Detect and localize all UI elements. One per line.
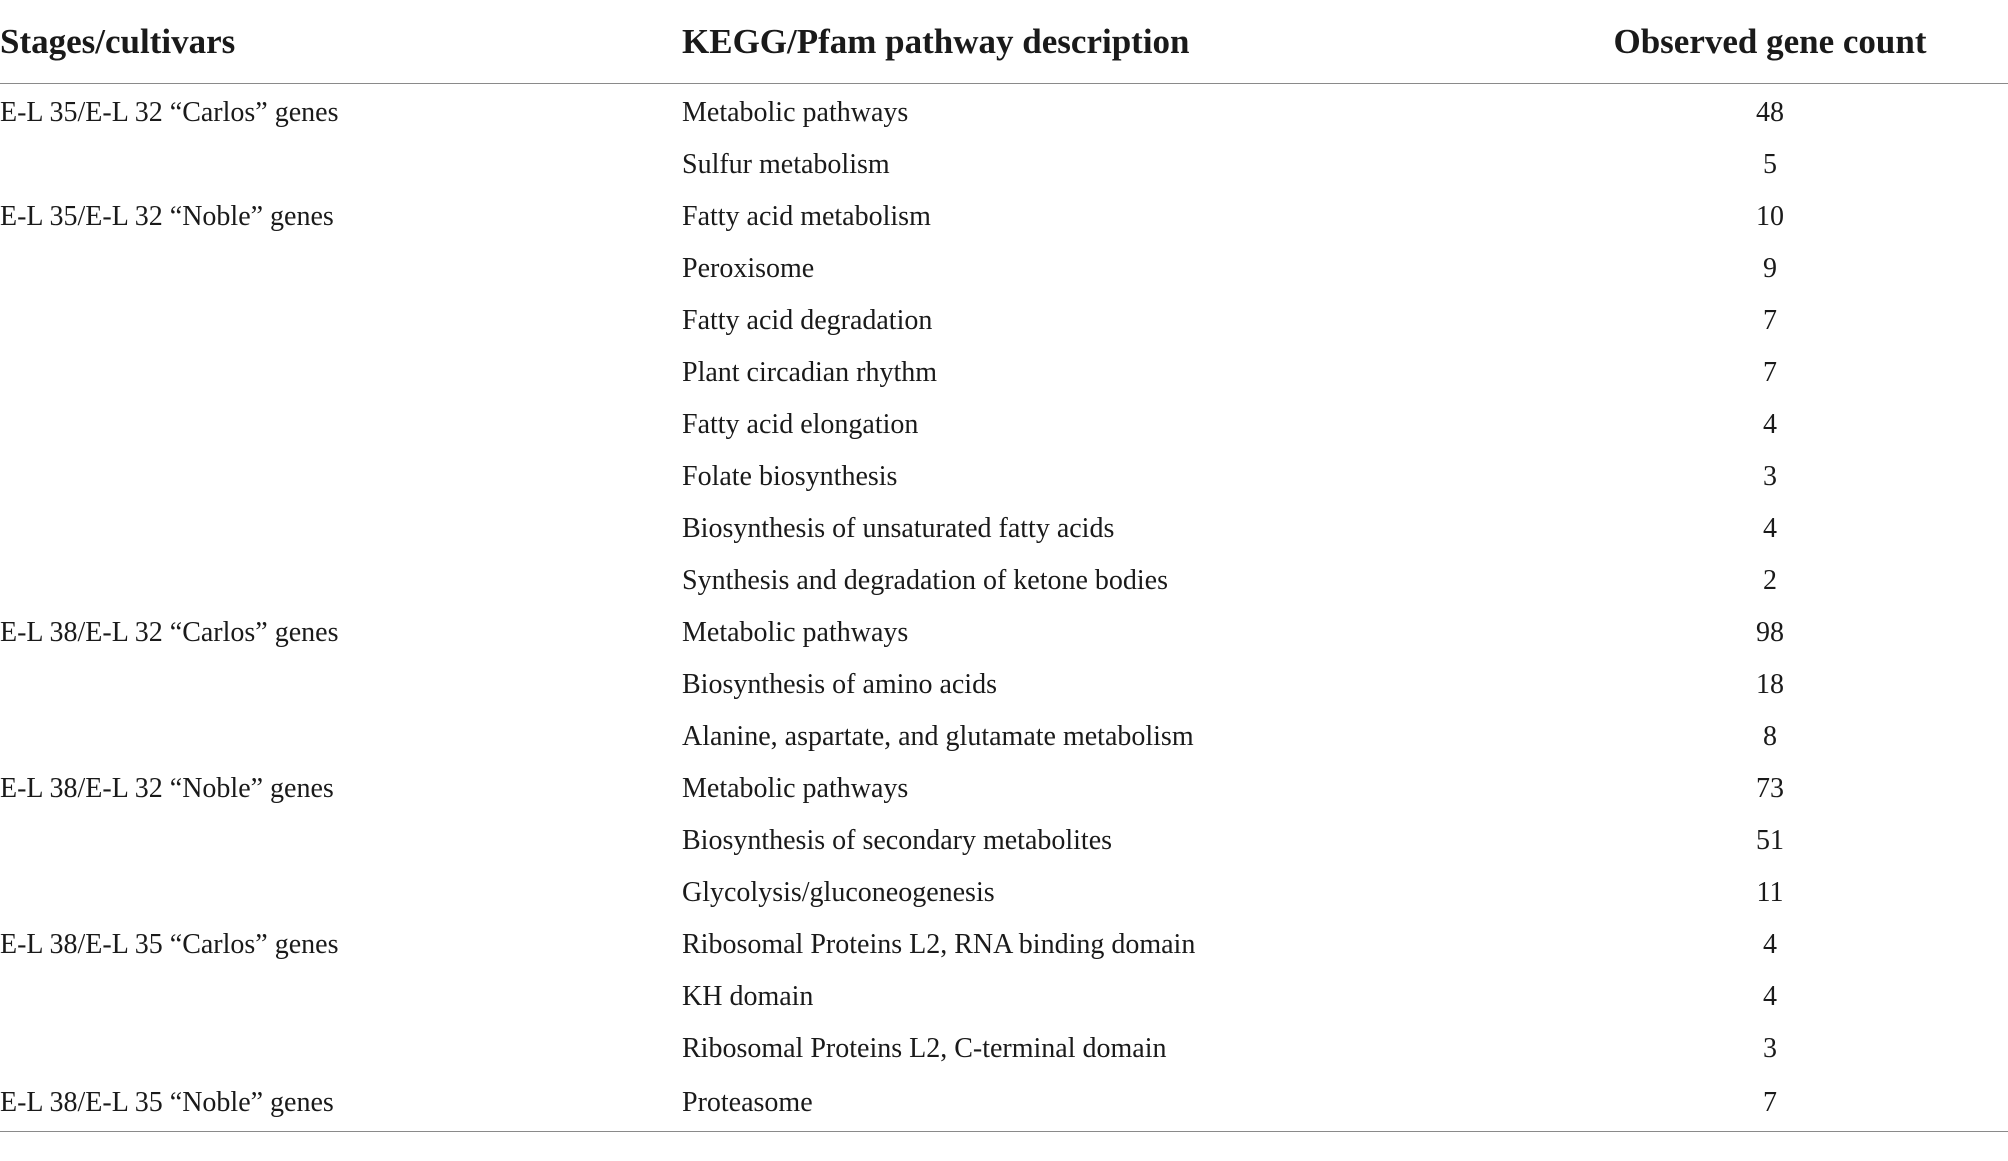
cell-pathway-description: Metabolic pathways <box>682 617 909 648</box>
cell-gene-count: 3 <box>1763 461 1777 492</box>
cell-gene-count: 8 <box>1763 721 1777 752</box>
cell-stage-cultivar: E-L 38/E-L 35 “Carlos” genes <box>0 929 339 960</box>
table-row <box>0 555 2008 607</box>
table-row <box>0 867 2008 919</box>
cell-stage-cultivar <box>0 659 682 711</box>
table-row <box>0 295 2008 347</box>
cell-pathway-description: Metabolic pathways <box>682 773 909 804</box>
table-row <box>0 1075 2008 1132</box>
cell-gene-count: 3 <box>1763 1033 1777 1064</box>
table-row <box>0 503 2008 555</box>
header-row <box>0 0 2008 84</box>
cell-gene-count: 10 <box>1756 201 1784 232</box>
cell-gene-count: 4 <box>1763 929 1777 960</box>
cell-stage-cultivar <box>0 451 682 503</box>
cell-gene-count: 5 <box>1763 149 1777 180</box>
table-row <box>0 139 2008 191</box>
table-row <box>0 659 2008 711</box>
table-row <box>0 347 2008 399</box>
cell-stage-cultivar <box>0 815 682 867</box>
cell-pathway-description: Ribosomal Proteins L2, RNA binding domain <box>682 929 1196 960</box>
cell-gene-count: 9 <box>1763 253 1777 284</box>
cell-gene-count: 98 <box>1756 617 1784 648</box>
cell-gene-count: 73 <box>1756 773 1784 804</box>
table-row <box>0 191 2008 243</box>
cell-stage-cultivar: E-L 35/E-L 32 “Carlos” genes <box>0 97 339 128</box>
cell-gene-count: 48 <box>1756 97 1784 128</box>
table-row <box>0 815 2008 867</box>
cell-pathway-description: Sulfur metabolism <box>682 149 890 180</box>
cell-pathway-description: Folate biosynthesis <box>682 461 898 492</box>
header-stages-cultivars: Stages/cultivars <box>0 0 682 84</box>
table-row <box>0 243 2008 295</box>
cell-stage-cultivar: E-L 35/E-L 32 “Noble” genes <box>0 201 334 232</box>
table-row <box>0 84 2008 140</box>
cell-gene-count: 7 <box>1763 305 1777 336</box>
cell-gene-count: 51 <box>1756 825 1784 856</box>
table-row <box>0 451 2008 503</box>
cell-gene-count: 11 <box>1756 877 1784 908</box>
cell-stage-cultivar <box>0 711 682 763</box>
table-row <box>0 1023 2008 1075</box>
cell-gene-count: 7 <box>1532 1075 2008 1132</box>
cell-pathway-description: Metabolic pathways <box>682 97 909 128</box>
cell-gene-count: 4 <box>1763 981 1777 1012</box>
cell-pathway-description: Fatty acid metabolism <box>682 201 931 232</box>
cell-stage-cultivar: E-L 38/E-L 32 “Carlos” genes <box>0 617 339 648</box>
cell-pathway-description: Proteasome <box>682 1075 1532 1132</box>
cell-stage-cultivar <box>0 243 682 295</box>
table-header <box>0 0 2008 84</box>
cell-pathway-description: Alanine, aspartate, and glutamate metabolism <box>682 721 1194 752</box>
cell-stage-cultivar <box>0 295 682 347</box>
cell-stage-cultivar <box>0 399 682 451</box>
table-row <box>0 919 2008 971</box>
cell-pathway-description: Biosynthesis of unsaturated fatty acids <box>682 513 1115 544</box>
cell-gene-count: 18 <box>1756 669 1784 700</box>
cell-gene-count: 4 <box>1763 409 1777 440</box>
cell-pathway-description: KH domain <box>682 981 814 1012</box>
cell-stage-cultivar <box>0 139 682 191</box>
cell-pathway-description: Biosynthesis of secondary metabolites <box>682 825 1113 856</box>
table-row <box>0 399 2008 451</box>
cell-pathway-description: Fatty acid degradation <box>682 305 933 336</box>
cell-gene-count: 2 <box>1763 565 1777 596</box>
cell-stage-cultivar: E-L 38/E-L 32 “Noble” genes <box>0 773 334 804</box>
cell-gene-count: 4 <box>1763 513 1777 544</box>
header-gene-count: Observed gene count <box>1532 0 2008 84</box>
cell-stage-cultivar <box>0 867 682 919</box>
cell-pathway-description: Glycolysis/gluconeogenesis <box>682 877 995 908</box>
cell-pathway-description: Fatty acid elongation <box>682 409 919 440</box>
cell-pathway-description: Biosynthesis of amino acids <box>682 669 997 700</box>
table-row <box>0 971 2008 1023</box>
cell-pathway-description: Peroxisome <box>682 253 815 284</box>
cell-stage-cultivar <box>0 555 682 607</box>
cell-stage-cultivar <box>0 1023 682 1075</box>
table-body <box>0 84 2008 1132</box>
cell-stage-cultivar <box>0 347 682 399</box>
table-row <box>0 763 2008 815</box>
table-row <box>0 607 2008 659</box>
cell-stage-cultivar <box>0 503 682 555</box>
cell-pathway-description: Synthesis and degradation of ketone bodies <box>682 565 1169 596</box>
table-row <box>0 711 2008 763</box>
cell-pathway-description: Plant circadian rhythm <box>682 357 938 388</box>
cell-pathway-description: Ribosomal Proteins L2, C-terminal domain <box>682 1033 1167 1064</box>
cell-stage-cultivar <box>0 971 682 1023</box>
cell-stage-cultivar: E-L 38/E-L 35 “Noble” genes <box>0 1075 682 1132</box>
header-pathway-description: KEGG/Pfam pathway description <box>682 0 1532 84</box>
cell-gene-count: 7 <box>1763 357 1777 388</box>
